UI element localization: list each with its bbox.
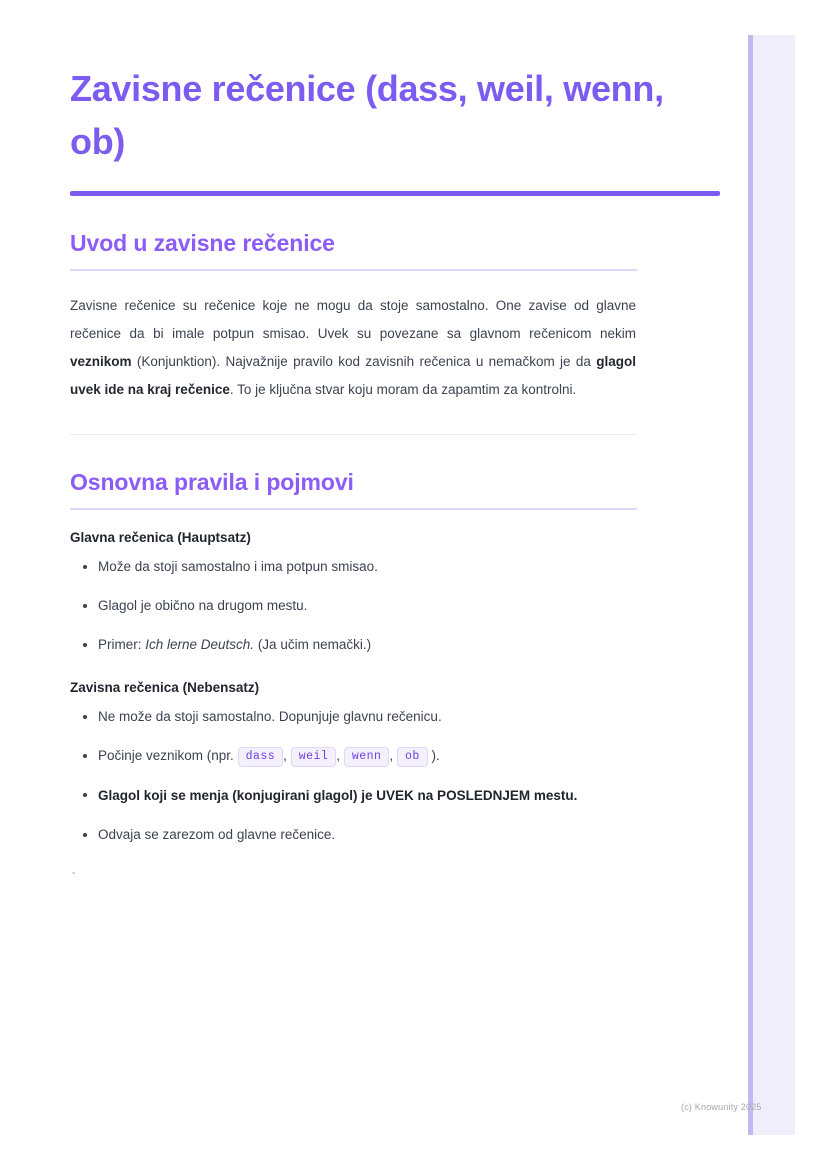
list-item <box>70 825 720 846</box>
section-heading-osnovna-pravila: Osnovna pravila i pojmovi <box>70 469 354 496</box>
paragraph-bold-glagol-rule: glagol uvek ide na kraj rečenice <box>70 353 636 398</box>
list-item <box>70 557 720 578</box>
bullet-list-hauptsatz <box>70 557 720 656</box>
title-underline-rule <box>70 191 720 196</box>
conjunction-chip-weil: weil <box>291 747 337 767</box>
page-title: Zavisne rečenice (dass, weil, wenn, ob) <box>70 68 664 163</box>
list-item <box>70 785 628 807</box>
side-scroll-panel[interactable] <box>748 35 795 1135</box>
list-item-suffix: ). <box>431 748 440 764</box>
conjunction-chip-dass: dass <box>238 747 284 767</box>
list-item-text: Glagol je obično na drugom mestu. <box>98 598 308 614</box>
section-underline-rule <box>70 508 637 510</box>
section-osnovna-pravila <box>70 469 720 884</box>
subheading-hauptsatz: Glavna rečenica (Hauptsatz) <box>70 530 251 546</box>
chip-separator: , <box>389 748 397 764</box>
list-item-text: Glagol koji se menja (konjugirani glagol) je UVEK na POSLEDNJEM mestu. <box>98 788 578 804</box>
bullet-list-nebensatz <box>70 707 720 846</box>
section-uvod <box>70 230 720 436</box>
paragraph-bold-veznikom: veznikom <box>70 353 132 369</box>
section-underline-rule <box>70 269 637 271</box>
list-item-text: Može da stoji samostalno i ima potpun smisao. <box>98 559 378 575</box>
stray-backtick-mark: ` <box>70 871 78 886</box>
paragraph-text-part1: Zavisne rečenice su rečenice koje ne mogu da stoje samostalno. One zavise od glavne rečenice da bi imale potpun smisao. Uvek su povezane sa glavnom rečenicom nekim <box>70 297 636 341</box>
list-item <box>70 635 720 656</box>
scrollbar-thumb[interactable] <box>748 35 753 1135</box>
list-item <box>70 707 720 728</box>
group-hauptsatz <box>70 530 720 656</box>
list-item <box>70 596 720 617</box>
section-divider <box>70 434 637 435</box>
group-nebensatz <box>70 680 720 846</box>
conjunction-chip-group <box>238 748 432 763</box>
list-item-suffix: (Ja učim nemački.) <box>254 637 372 653</box>
list-item-text: Odvaja se zarezom od glavne rečenice. <box>98 827 336 843</box>
list-item-italic-example: Ich lerne Deutsch. <box>145 637 255 653</box>
document-content <box>70 62 720 884</box>
list-item-text: Ne može da stoji samostalno. Dopunjuje glavnu rečenicu. <box>98 709 442 725</box>
paragraph-text-part2: (Konjunktion). Najvažnije pravilo kod zavisnih rečenica u nemačkom je da <box>131 353 597 369</box>
subheading-nebensatz: Zavisna rečenica (Nebensatz) <box>70 680 260 696</box>
conjunction-chip-ob: ob <box>397 747 428 767</box>
intro-paragraph <box>70 292 636 405</box>
conjunction-chip-wenn: wenn <box>344 747 390 767</box>
list-item-prefix: Primer: <box>98 637 146 653</box>
chip-separator: , <box>336 748 344 764</box>
section-heading-uvod: Uvod u zavisne rečenice <box>70 229 335 256</box>
list-item-prefix: Počinje veznikom (npr. <box>98 748 238 764</box>
list-item-conjunctions <box>70 746 720 767</box>
paragraph-text-part3: . To je ključna stvar koju moram da zapamtim za kontrolni. <box>229 382 577 398</box>
chip-separator: , <box>283 748 291 764</box>
footer-copyright: (c) Knowunity 2025 <box>681 1102 762 1112</box>
